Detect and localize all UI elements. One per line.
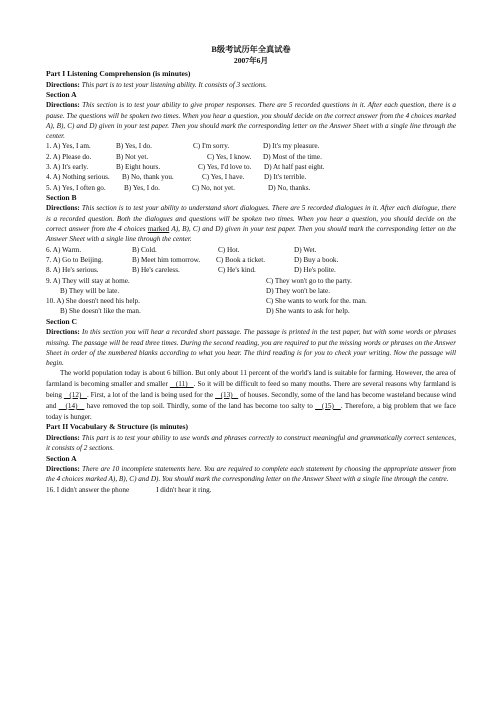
question-row: B) They will be late. D) They won't be late.: [60, 286, 331, 295]
part1-directions: Directions: This part is to test your listening ability. It consists of 3 sections.: [46, 80, 267, 89]
question-row: B) She doesn't like the man. D) She wants to ask for help.: [60, 307, 350, 316]
question-row: 4. A) Nothing serious. B) No, thank you. C) Yes, I have. D) It's terrible.: [46, 173, 307, 182]
section-a-questions: [46, 141, 456, 192]
question-row: 5. A) Yes, I often go. B) Yes, I do. C) No, not yet. D) No, thanks.: [46, 183, 311, 192]
question-row: 6. A) Warm. B) Cold. C) Hot. D) Wet.: [46, 245, 317, 254]
page-title: B级考试历年全真试卷: [211, 45, 291, 54]
section-b-questions: [46, 245, 456, 317]
question-row: 10. A) She doesn't need his help. C) She wants to work for the. man.: [46, 297, 367, 306]
section-a-heading: Section A: [46, 89, 77, 99]
blank-13: (13): [215, 391, 239, 400]
question-row: 8. A) He's serious. B) He's careless. C) He's kind. D) He's polite.: [46, 266, 336, 275]
section-a-directions: Directions: This section is to test your ability to give proper responses. There are 5 recorded questions in it. After each question, there is a pause. The questions will be spoken two times. When you hear a question, you should decide on the correct answer from the 4 choices marked A), B), C) and D) given in your test paper. Then you should mark the corresponding letter on the Answer Sheet with a single line through the center.: [46, 101, 456, 141]
question-row: 7. A) Go to Beijing. B) Meet him tomorrow. C) Book a ticket. D) Buy a book.: [46, 255, 339, 264]
part2-section-a-heading: Section A: [46, 453, 77, 463]
blank-14: (14): [58, 401, 85, 410]
part2-directions: Directions: This part is to test your ability to use words and phrases correctly to construct meaningful and grammatically correct sentences, it consists of 2 sections.: [46, 433, 456, 453]
question-row: 9. A) They will stay at home. C) They won't go to the party.: [46, 276, 352, 285]
section-b-directions: Directions: This section is to test your ability to understand short dialogues. There are 5 recorded dialogues in it. After each dialogue, there is a recorded question. Both the dialogues and questions will be spoken two times. When you hear a question, you should decide on the correct answer from the 4 choices marked A), B), C) and D) given in your test paper. Then you should mark the corresponding letter on the Answer Sheet with a single line through the center.: [46, 204, 456, 244]
listening-passage: The world population today is about 6 billion. But only about 11 percent of the world's land is suitable for farming. However, the area of farmland is becoming smaller and smaller (11) . So it will be difficult to feed so many mouths. There are several reasons why farmland is being (12) . First, a lot of the land is being used for the (13) of houses. Secondly, some of the land has become wasteland because wind and (14) have removed the top soil. Thirdly, some of the land has become too salty to (15) . Therefore, a big problem that we face today is hunger.: [46, 369, 456, 421]
question-row: 2. A) Please do. B) Not yet. C) Yes, I know. D) Most of the time.: [46, 152, 322, 161]
part2-section-a-directions: Directions: There are 10 incomplete statements here. You are required to complete each statement by choosing the appropriate answer from the 4 choices marked A), B), C) and D). You should mark the corresponding letter on the Answer Sheet with a single line through the centre.: [46, 465, 456, 484]
section-c-heading: Section C: [46, 316, 78, 326]
section-b-heading: Section B: [46, 192, 77, 202]
blank-11: (11): [169, 380, 194, 389]
section-c-directions: Directions: In this section you will hear a recorded short passage. The passage is printed in the test paper, but with some words or phrases missing. The passage will be read three times. During the second reading, you are required to put the missing words or phrases on the Answer Sheet in order of the numbered blanks according to what you hear. The third reading is for you to check your writing. Now the passage will begin.: [46, 328, 456, 368]
exam-date: 2007年6月: [233, 56, 269, 65]
question-row: 1. A) Yes, I am. B) Yes, I do. C) I'm sorry. D) It's my pleasure.: [46, 142, 320, 151]
part2-heading: Part II Vocabulary & Structure (is minutes): [46, 422, 189, 432]
question-16: 16. I didn't answer the phone I didn't hear it ring.: [46, 485, 212, 494]
blank-15: (15): [315, 401, 341, 410]
part1-heading: Part I Listening Comprehension (is minutes): [46, 69, 191, 78]
blank-12: (12): [63, 391, 87, 400]
question-row: 3. A) It's early. B) Eight hours. C) Yes, I'd love to. D) At half past eight.: [46, 163, 325, 172]
